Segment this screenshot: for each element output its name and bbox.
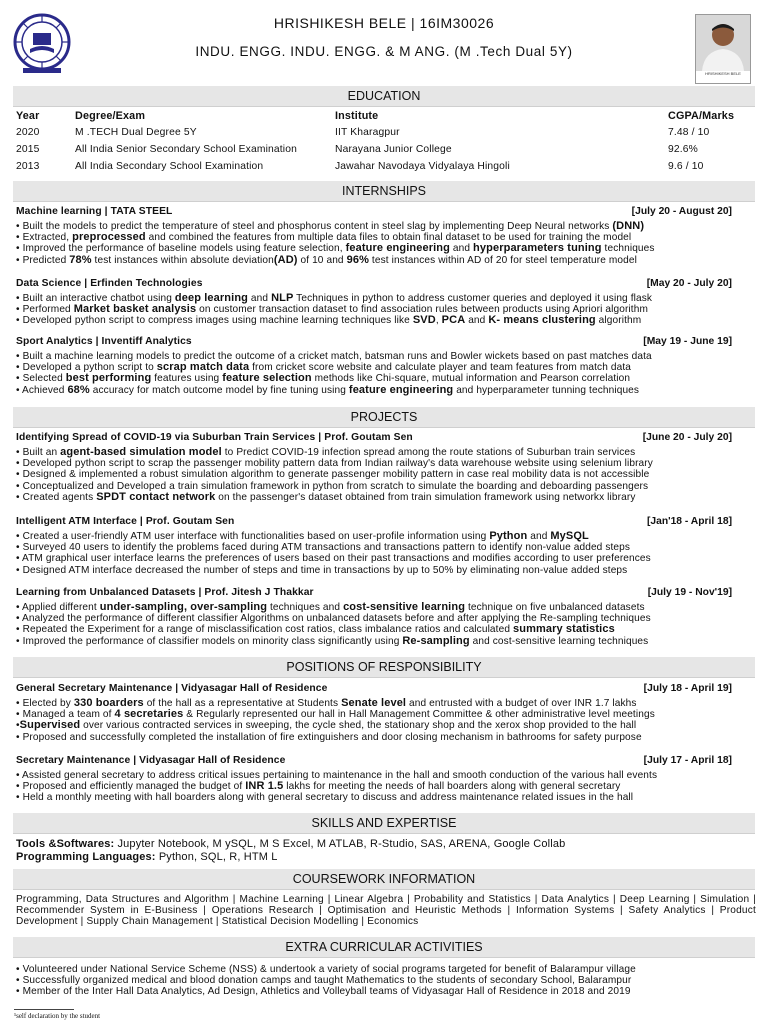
- position-title: Secretary Maintenance | Vidyasagar Hall of Residence: [16, 755, 286, 766]
- project-bullet: • Analyzed the performance of different classifier Algorithms on unbalanced datasets before and after applying the Re-sampling techniques: [16, 613, 651, 625]
- education-col-header: Degree/Exam: [75, 110, 146, 122]
- candidate-name-roll: HRISHIKESH BELE | 16IM30026: [273, 15, 495, 31]
- extra-curricular-item: • Successfully organized medical and blood donation camps and taught Mathematics to the students of secondary School, Balarampur: [16, 975, 632, 987]
- education-col-header: Year: [16, 110, 40, 122]
- internship-bullet: • Built a machine learning models to predict the outcome of a cricket match, batsman runs and Bowler wickets based on past matches data: [16, 351, 652, 362]
- education-cell: 2013: [16, 161, 40, 172]
- project-bullet: • Built an agent-based simulation model to Predict COVID-19 infection spread among the route stations of Suburban train services: [16, 446, 636, 458]
- skills-languages-label: Programming Languages:: [16, 851, 156, 863]
- internship-dates: [July 20 - August 20]: [631, 206, 732, 217]
- extra-curricular-item: • Member of the Inter Hall Data Analytics, Ad Design, Athletics and Volleyball teams of Vidyasagar Hall of Residence in 2018 and 2019: [16, 986, 631, 998]
- section-header-projects: PROJECTS: [13, 407, 755, 428]
- internship-title: Machine learning | TATA STEEL: [16, 206, 173, 217]
- position-title: General Secretary Maintenance | Vidyasagar Hall of Residence: [16, 683, 328, 694]
- internship-bullet: • Developed a python script to scrap match data from cricket score website and calculate player and team features from match data: [16, 361, 631, 374]
- project-bullet: • Improved the performance of classifier models on minority class significantly using Re-sampling and cost-sensitive learning techniques: [16, 634, 649, 647]
- internship-bullet: • Improved the performance of baseline models using feature selection, feature engineering and hyperparameters tuning techniques: [16, 242, 655, 255]
- extra-curricular-item: • Volunteered under National Service Scheme (NSS) & undertook a variety of social programs targeted for benefit of Balarampur village: [16, 964, 636, 975]
- coursework-text: Programming, Data Structures and Algorithm | Machine Learning | Linear Algebra | Probability and Statistics | Data Analytics | Deep Learning | Simulation | Recommender System in E-Business | Operations Research | Optimisation and Heuristic Methods | Information Systems | Safety Analytics | Product Development | Supply Chain Management | Statistical Decision Modelling | Economics: [16, 894, 756, 928]
- education-cell: 7.48 / 10: [668, 127, 710, 138]
- candidate-photo: [695, 14, 751, 84]
- section-header-positions: POSITIONS OF RESPONSIBILITY: [13, 657, 755, 678]
- project-bullet: • Developed python script to scrap the passenger mobility pattern data from Indian railway's data warehouse website using selenium library: [16, 458, 653, 470]
- section-header-skills: SKILLS AND EXPERTISE: [13, 813, 755, 834]
- position-bullet: • Managed a team of 4 secretaries & Regularly represented our hall in Hall Management Committee & other administrative level meetings: [16, 708, 655, 721]
- position-dates: [July 18 - April 19]: [643, 683, 732, 694]
- education-col-header: CGPA/Marks: [668, 110, 735, 122]
- internship-bullet: • Built an interactive chatbot using deep learning and NLP Techniques in python to address customer queries and deployed it using flask: [16, 292, 653, 304]
- project-dates: [June 20 - July 20]: [642, 432, 732, 443]
- education-cell: Jawahar Navodaya Vidyalaya Hingoli: [335, 161, 510, 172]
- internship-title: Sport Analytics | Inventiff Analytics: [16, 336, 192, 347]
- project-title: Intelligent ATM Interface | Prof. Goutam Sen: [16, 516, 235, 527]
- project-bullet: • Created agents SPDT contact network on the passenger's dataset obtained from train simulation framework using networkx library: [16, 490, 636, 503]
- education-cell: IIT Kharagpur: [335, 127, 400, 138]
- internship-bullet: • Built the models to predict the temperature of steel and phosphorus content in steel slag by implementing Deep Neural networks (DNN): [16, 220, 645, 232]
- project-bullet: • ATM graphical user interface learns the preferences of users based on their past transactions and modifies according to user preferences: [16, 553, 651, 565]
- project-bullet: • Surveyed 40 users to identify the problems faced during ATM transactions and transactions pattern to identify non-value added steps: [16, 542, 631, 554]
- skills-tools-label: Tools &Softwares:: [16, 838, 115, 850]
- project-title: Learning from Unbalanced Datasets | Prof. Jitesh J Thakkar: [16, 587, 314, 598]
- skills-tools-value: Jupyter Notebook, M ySQL, M S Excel, M ATLAB, R-Studio, SAS, ARENA, Google Collab: [114, 838, 566, 850]
- position-bullet: • Assisted general secretary to address critical issues pertaining to maintenance in the hall and smooth conduction of the various hall events: [16, 770, 658, 781]
- section-header-internships: INTERNSHIPS: [13, 181, 755, 202]
- photo-caption: HRISHIKESH BELE: [696, 71, 750, 83]
- education-cell: All India Secondary School Examination: [75, 161, 264, 172]
- project-bullet: • Applied different under-sampling, over-sampling techniques and cost-sensitive learning technique on five unbalanced datasets: [16, 601, 645, 613]
- skills-tools: [16, 838, 565, 850]
- footnote-divider: [14, 1009, 74, 1010]
- project-bullet: • Conceptualized and Developed a train simulation framework in python from scratch to simulate the boarding and deboarding passengers: [16, 480, 649, 492]
- position-bullet: • Proposed and successfully completed the installation of fire extinguishers and door closing mechanism in bathrooms for safety purpose: [16, 731, 642, 743]
- position-bullet: • Held a monthly meeting with hall boarders along with general secretary to discuss and address maintenance related issues in the hall: [16, 792, 634, 804]
- person-photo-icon: [696, 15, 750, 71]
- education-cell: 2020: [16, 127, 40, 138]
- project-bullet: • Created a user-friendly ATM user interface with functionalities based on user-profile information using Python and MySQL: [16, 530, 589, 542]
- internship-dates: [May 20 - July 20]: [646, 278, 732, 289]
- skills-languages-value: Python, SQL, R, HTM L: [155, 851, 278, 863]
- internship-bullet: • Developed python script to compress images using machine learning techniques like SVD, PCA and K- means clustering algorithm: [16, 314, 642, 327]
- project-bullet: • Designed & implemented a robust simulation algorithm to generate passenger mobility pattern in case real mobility data is not accessible: [16, 469, 650, 481]
- project-dates: [Jan'18 - April 18]: [646, 516, 732, 527]
- internship-bullet: • Achieved 68% accuracy for match outcome model by fine tuning using feature engineering and hyperparameter tunning techniques: [16, 383, 640, 396]
- section-header-education: EDUCATION: [13, 86, 755, 107]
- position-bullet: • Proposed and efficiently managed the budget of INR 1.5 lakhs for meeting the needs of hall boarders along with general secretary: [16, 780, 621, 793]
- education-cell: 2015: [16, 144, 40, 155]
- education-cell: 92.6%: [668, 144, 698, 155]
- education-col-header: Institute: [335, 110, 379, 122]
- position-bullet: •Supervised over various contracted services in sweeping, the cycle shed, the stationary shop and the xerox shop provided to the hall: [16, 719, 637, 732]
- department-program: INDU. ENGG. INDU. ENGG. & M ANG. (M .Tech Dual 5Y): [195, 44, 573, 59]
- section-header-extra-curricular: EXTRA CURRICULAR ACTIVITIES: [13, 937, 755, 958]
- project-bullet: • Designed ATM interface decreased the number of steps and time in transactions by up to 50% by eliminating non-value added steps: [16, 564, 628, 576]
- position-dates: [July 17 - April 18]: [643, 755, 732, 766]
- internship-title: Data Science | Erfinden Technologies: [16, 278, 203, 289]
- project-bullet: • Repeated the Experiment for a range of misclassification cost ratios, class imbalance ratios and calculated summary statistics: [16, 623, 615, 636]
- project-title: Identifying Spread of COVID-19 via Suburban Train Services | Prof. Goutam Sen: [16, 432, 413, 443]
- education-cell: All India Senior Secondary School Examination: [75, 144, 297, 155]
- education-cell: Narayana Junior College: [335, 144, 452, 155]
- internship-bullet: • Predicted 78% test instances within absolute deviation(AD) of 10 and 96% test instances within AD of 20 for steel temperature model: [16, 253, 637, 266]
- section-header-coursework: COURSEWORK INFORMATION: [13, 869, 755, 890]
- internship-bullet: • Extracted, preprocessed and combined the features from multiple data files to obtain final dataset to be used for training the model: [16, 231, 632, 244]
- internship-bullet: • Performed Market basket analysis on customer transaction dataset to find association rules between products using Apriori algorithm: [16, 303, 648, 316]
- project-dates: [July 19 - Nov'19]: [647, 587, 732, 598]
- skills-languages: [16, 851, 278, 863]
- internship-bullet: • Selected best performing features using feature selection methods like Chi-square, mutual information and Pearson correlation: [16, 372, 631, 385]
- internship-dates: [May 19 - June 19]: [643, 336, 732, 347]
- footnote: ¹self declaration by the student: [14, 1012, 101, 1020]
- position-bullet: • Elected by 330 boarders of the hall as a representative at Students Senate level and entrusted with a budget of over INR 1.7 lakhs: [16, 697, 637, 709]
- education-cell: 9.6 / 10: [668, 161, 704, 172]
- education-cell: M .TECH Dual Degree 5Y: [75, 127, 197, 138]
